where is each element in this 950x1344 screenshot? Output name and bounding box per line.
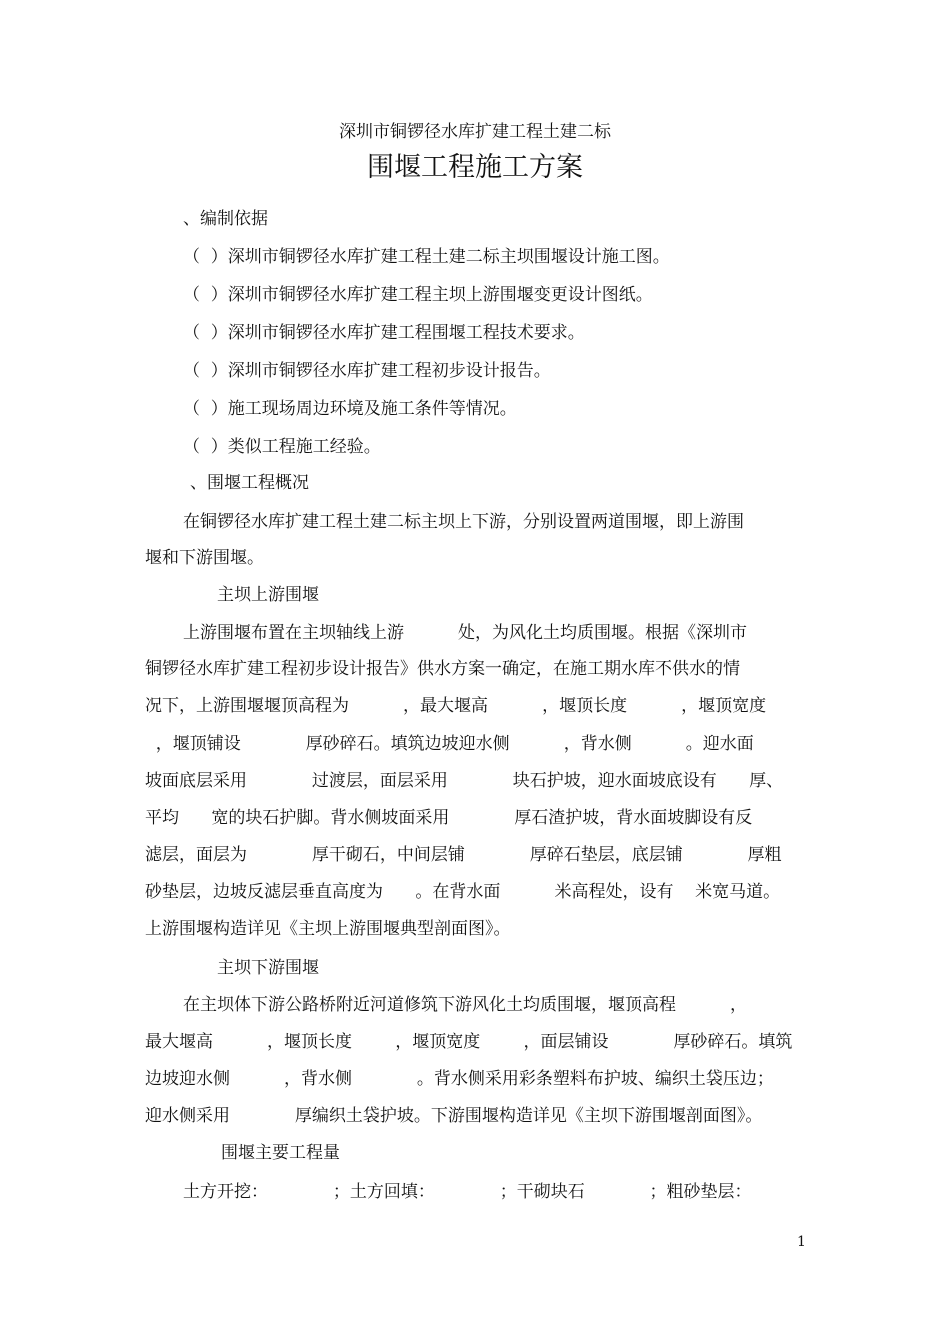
paragraph-line: 滤层，面层为 厚干砌石，中间层铺 厚碎石垫层，底层铺 厚粗 xyxy=(145,845,782,865)
basis-item-4: （ ）深圳市铜锣径水库扩建工程初步设计报告。 xyxy=(183,361,551,381)
paragraph-line: 在铜锣径水库扩建工程土建二标主坝上下游，分别设置两道围堰，即上游围 xyxy=(183,512,744,532)
page-number: 1 xyxy=(797,1234,806,1250)
paragraph-line: 最大堰高 ，堰顶长度 ，堰顶宽度 ，面层铺设 厚砂碎石。填筑 xyxy=(145,1032,793,1052)
document-title: 围堰工程施工方案 xyxy=(367,152,583,183)
paragraph-line: 铜锣径水库扩建工程初步设计报告》供水方案一确定，在施工期水库不供水的情 xyxy=(145,659,740,679)
document-subtitle: 深圳市铜锣径水库扩建工程土建二标 xyxy=(339,122,611,142)
paragraph-line: 平均 宽的块石护脚。背水侧坡面采用 厚石渣护坡，背水面坡脚设有反 xyxy=(145,808,753,828)
basis-item-6: （ ）类似工程施工经验。 xyxy=(183,437,381,457)
subheading-upstream: 主坝上游围堰 xyxy=(217,585,319,605)
paragraph-line: 况下，上游围堰堰顶高程为 ，最大堰高 ，堰顶长度 ，堰顶宽度 xyxy=(145,696,767,716)
paragraph-line: 迎水侧采用 厚编织土袋护坡。下游围堰构造详见《主坝下游围堰剖面图》。 xyxy=(145,1106,763,1126)
subheading-downstream: 主坝下游围堰 xyxy=(217,958,319,978)
basis-item-1: （ ）深圳市铜锣径水库扩建工程土建二标主坝围堰设计施工图。 xyxy=(183,247,670,267)
paragraph-line: 边坡迎水侧 ，背水侧 。背水侧采用彩条塑料布护坡、编织土袋压边； xyxy=(145,1069,774,1089)
paragraph-line: 砂垫层，边坡反滤层垂直高度为 。在背水面 米高程处，设有 米宽马道。 xyxy=(145,882,781,902)
section-heading-overview: 、围堰工程概况 xyxy=(190,473,309,493)
paragraph-line: 堰和下游围堰。 xyxy=(145,548,264,568)
paragraph-line: 坡面底层采用 过渡层，面层采用 块石护坡，迎水面坡底设有 厚、 xyxy=(145,771,784,791)
subheading-quantities: 围堰主要工程量 xyxy=(221,1143,340,1163)
basis-item-3: （ ）深圳市铜锣径水库扩建工程围堰工程技术要求。 xyxy=(183,323,585,343)
paragraph-line: 上游围堰布置在主坝轴线上游 处，为风化土均质围堰。根据《深圳市 xyxy=(183,623,748,643)
section-heading-basis: 、编制依据 xyxy=(183,209,268,229)
paragraph-line: 在主坝体下游公路桥附近河道修筑下游风化土均质围堰，堰顶高程 ， xyxy=(183,995,748,1015)
paragraph-line: ，堰顶铺设 厚砂碎石。填筑边坡迎水侧 ，背水侧 。迎水面 xyxy=(145,734,754,754)
paragraph-line: 上游围堰构造详见《主坝上游围堰典型剖面图》。 xyxy=(145,919,511,939)
basis-item-2: （ ）深圳市铜锣径水库扩建工程主坝上游围堰变更设计图纸。 xyxy=(183,285,653,305)
basis-item-5: （ ）施工现场周边环境及施工条件等情况。 xyxy=(183,399,517,419)
paragraph-line: 土方开挖： ；土方回填： ；干砌块石 ；粗砂垫层： xyxy=(183,1182,752,1202)
